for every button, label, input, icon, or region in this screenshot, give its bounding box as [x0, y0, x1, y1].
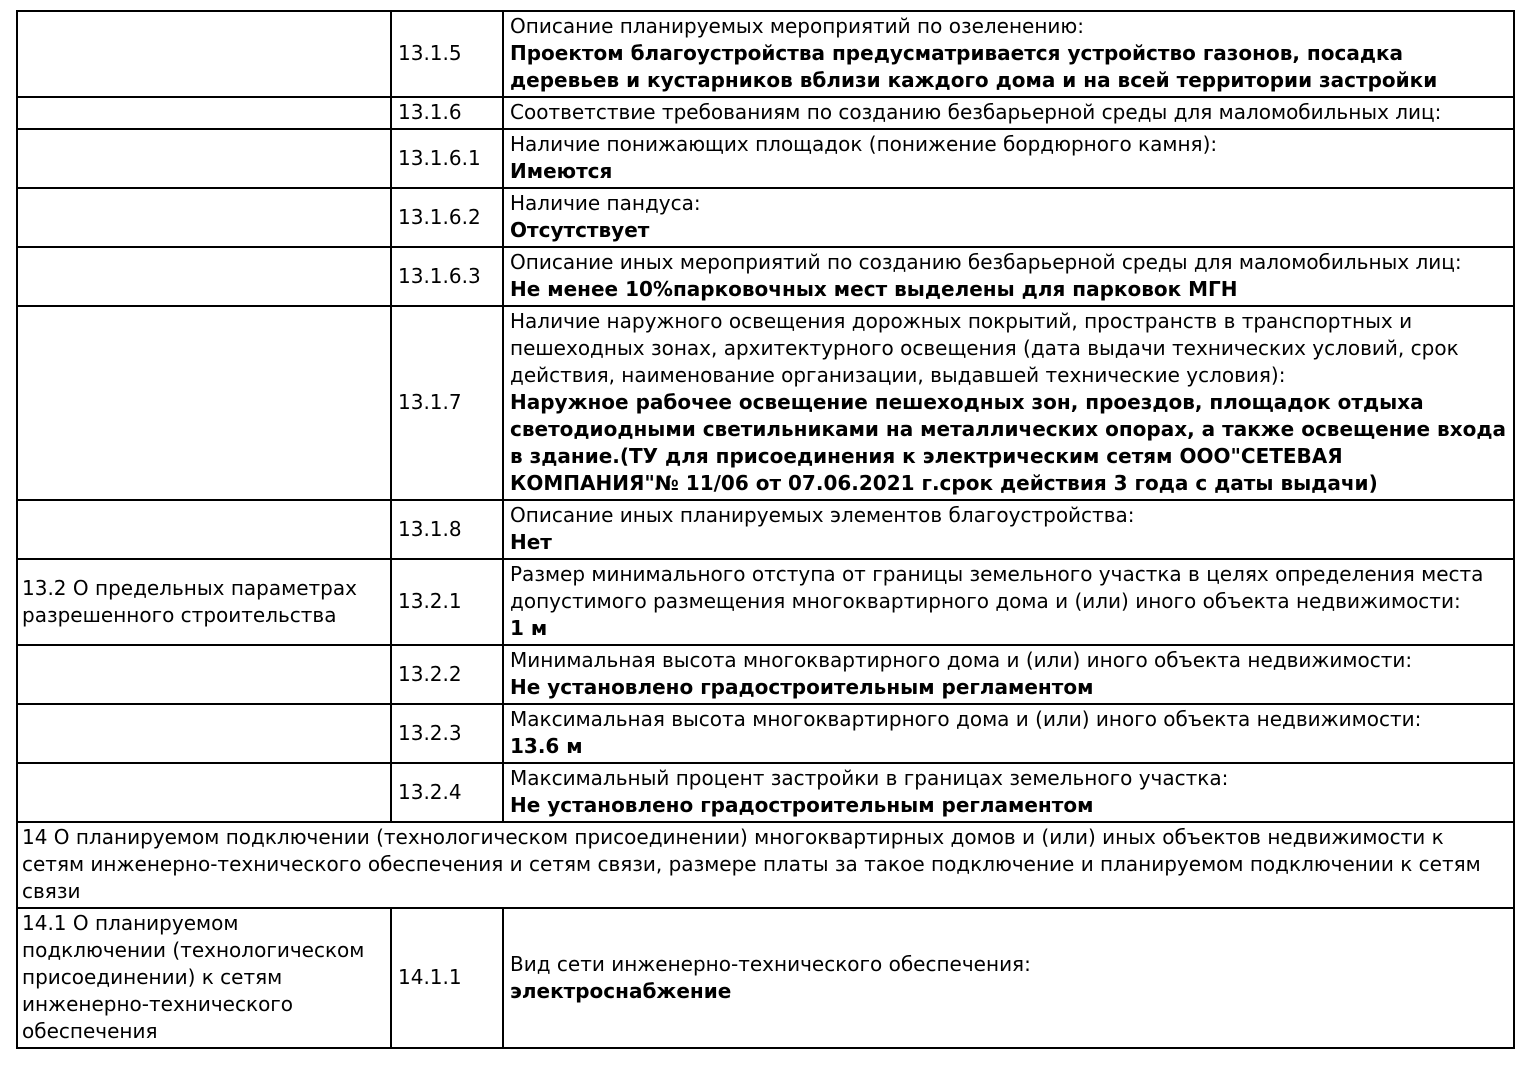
field-label: Вид сети инженерно-технического обеспечения: [510, 951, 1031, 976]
section-title-cell [17, 247, 391, 306]
item-number-cell: 13.2.4 [391, 763, 503, 822]
field-label: Описание планируемых мероприятий по озеленению: [510, 14, 1084, 38]
item-content-cell [503, 188, 1514, 247]
field-value: Не менее 10%парковочных мест выделены для парковок МГН [510, 277, 1238, 301]
field-label: Наличие пандуса: [510, 191, 701, 215]
field-value: Имеются [510, 159, 613, 183]
section-title-cell [17, 188, 391, 247]
item-number-cell: 13.1.7 [391, 306, 503, 500]
field-value: электроснабжение [510, 978, 732, 1003]
item-number-cell: 13.1.5 [391, 11, 503, 97]
section-title-cell [17, 500, 391, 559]
field-value: 1 м [510, 616, 548, 640]
item-number-cell: 14.1.1 [391, 908, 503, 1048]
item-content-cell [503, 763, 1514, 822]
item-number-cell: 13.2.1 [391, 559, 503, 645]
field-value: Отсутствует [510, 218, 650, 242]
item-number-cell: 13.2.2 [391, 645, 503, 704]
field-label: Размер минимального отступа от границы земельного участка в целях определения места допустимого размещения многоквартирного дома и (или) иного объекта недвижимости: [510, 562, 1484, 613]
section-title-cell: 13.2 О предельных параметрах разрешенного строительства [17, 559, 391, 645]
table-row [17, 247, 1514, 306]
item-number-cell: 13.1.8 [391, 500, 503, 559]
field-label: Наличие понижающих площадок (понижение бордюрного камня): [510, 132, 1218, 156]
item-content-cell [503, 908, 1514, 1048]
section-header-cell: 14 О планируемом подключении (технологическом присоединении) многоквартирных домов и (или) иных объектов недвижимости к сетям инженерно-технического обеспечения и сетям связи, размере платы за такое подключение и планируемом подключении к сетям связи [17, 822, 1514, 908]
table-row [17, 500, 1514, 559]
section-header-row [17, 822, 1514, 908]
item-content-cell [503, 97, 1514, 129]
table-row [17, 908, 1514, 1048]
table-row [17, 645, 1514, 704]
item-content-cell [503, 306, 1514, 500]
field-label: Соответствие требованиям по созданию безбарьерной среды для маломобильных лиц: [510, 100, 1442, 124]
section-title-cell [17, 129, 391, 188]
field-value: Наружное рабочее освещение пешеходных зон, проездов, площадок отдыха светодиодными светильниками на металлических опорах, а также освещение входа в здание.(ТУ для присоединения к электрическим сетям ООО"СЕТЕВАЯ КОМПАНИЯ"№ 11/06 от 07.06.2021 г.срок действия 3 года с даты выдачи) [510, 390, 1507, 495]
field-label: Максимальный процент застройки в границах земельного участка: [510, 766, 1229, 790]
item-number-cell: 13.1.6 [391, 97, 503, 129]
item-number-cell: 13.1.6.1 [391, 129, 503, 188]
section-title-cell [17, 97, 391, 129]
item-number-cell: 13.1.6.2 [391, 188, 503, 247]
item-content-cell [503, 500, 1514, 559]
table-row [17, 188, 1514, 247]
field-value: Не установлено градостроительным регламентом [510, 793, 1094, 817]
field-value: Не установлено градостроительным регламентом [510, 675, 1094, 699]
item-content-cell [503, 559, 1514, 645]
item-content-cell [503, 247, 1514, 306]
field-value: 13.6 м [510, 734, 583, 758]
section-title-cell [17, 763, 391, 822]
item-number-cell: 13.1.6.3 [391, 247, 503, 306]
section-title-cell [17, 11, 391, 97]
table-row [17, 11, 1514, 97]
declaration-table-body [17, 11, 1514, 1048]
field-label: Наличие наружного освещения дорожных покрытий, пространств в транспортных и пешеходных зонах, архитектурного освещения (дата выдачи технических условий, срок действия, наименование организации, выдавшей технические условия): [510, 309, 1459, 387]
section-title-cell: 14.1 О планируемом подключении (технологическом присоединении) к сетям инженерно-технического обеспечения [17, 908, 391, 1048]
field-label: Максимальная высота многоквартирного дома и (или) иного объекта недвижимости: [510, 707, 1422, 731]
table-row [17, 306, 1514, 500]
field-label: Описание иных планируемых элементов благоустройства: [510, 503, 1135, 527]
field-label: Описание иных мероприятий по созданию безбарьерной среды для маломобильных лиц: [510, 250, 1462, 274]
item-content-cell [503, 11, 1514, 97]
table-row [17, 763, 1514, 822]
field-value: Нет [510, 530, 552, 554]
section-title-cell [17, 306, 391, 500]
item-content-cell [503, 645, 1514, 704]
table-row [17, 559, 1514, 645]
table-row [17, 129, 1514, 188]
field-value: Проектом благоустройства предусматривается устройство газонов, посадка деревьев и кустарников вблизи каждого дома и на всей территории застройки [510, 41, 1438, 92]
section-title-cell [17, 704, 391, 763]
field-label: Минимальная высота многоквартирного дома и (или) иного объекта недвижимости: [510, 648, 1413, 672]
item-content-cell [503, 129, 1514, 188]
item-number-cell: 13.2.3 [391, 704, 503, 763]
declaration-table [16, 10, 1515, 1049]
section-title-cell [17, 645, 391, 704]
table-row [17, 704, 1514, 763]
table-row [17, 97, 1514, 129]
item-content-cell [503, 704, 1514, 763]
